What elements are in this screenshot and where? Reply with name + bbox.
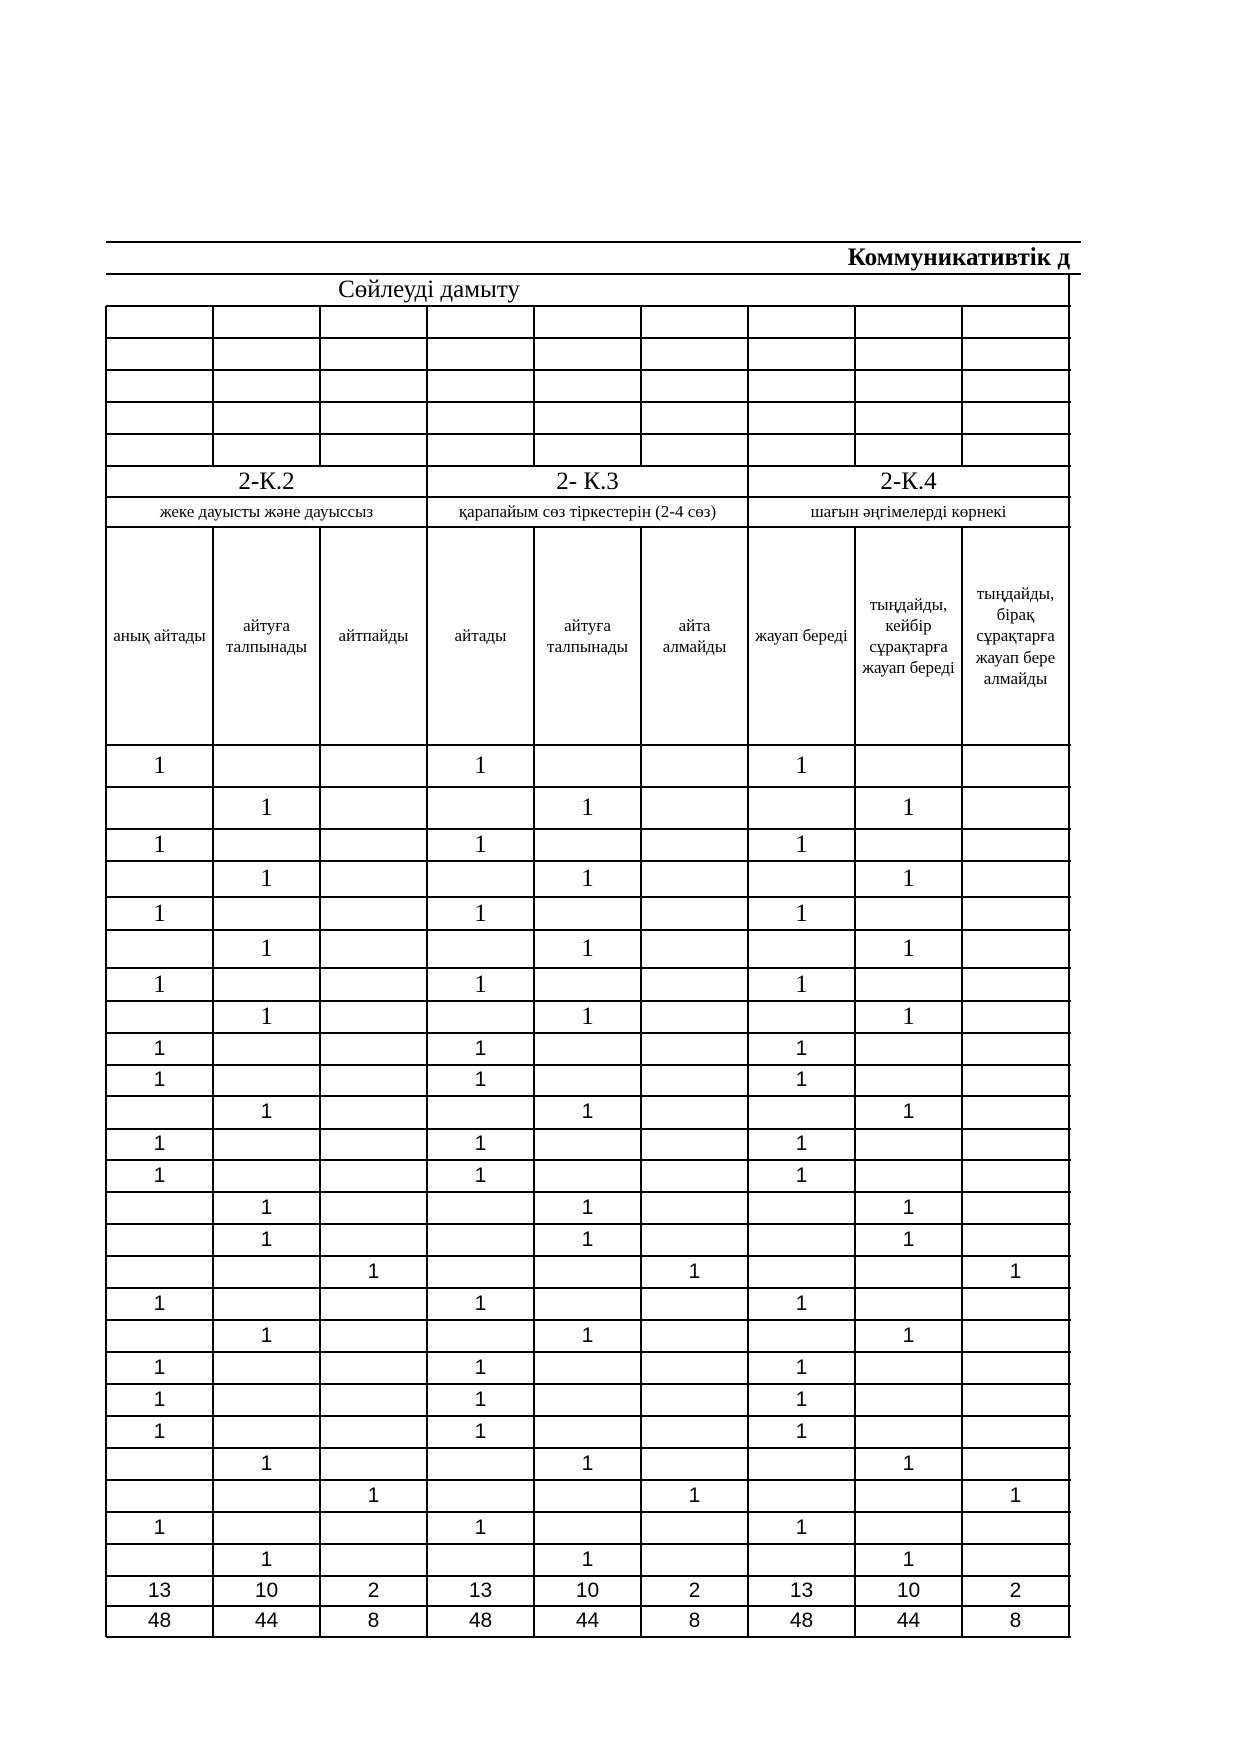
data-cell: [213, 745, 320, 787]
data-cell: [748, 861, 855, 897]
grid-line: [106, 337, 1071, 339]
data-cell: 1: [795, 1387, 808, 1411]
group-code: 2-К.4: [880, 467, 937, 495]
data-cell: 1: [153, 1515, 166, 1539]
data-cell: 1: [581, 1323, 594, 1347]
data-cell: [320, 968, 427, 1001]
data-cell: 1: [581, 1547, 594, 1571]
data-cell: [748, 1544, 855, 1576]
data-cell: [427, 1544, 534, 1576]
data-cell: [748, 1224, 855, 1256]
data-cell: [641, 1448, 748, 1480]
column-header: айтуға талпынады: [225, 615, 308, 656]
data-cell: 1: [902, 1547, 915, 1571]
data-cell: 1: [260, 1547, 273, 1571]
data-cell: [641, 1224, 748, 1256]
data-cell: [641, 861, 748, 897]
data-cell: 1: [474, 1036, 487, 1060]
group-code: 2-К.2: [238, 467, 295, 495]
sheet-title: Коммуникативтік д: [847, 244, 1070, 272]
data-cell: [213, 1033, 320, 1065]
data-cell: [641, 1352, 748, 1384]
data-cell: [534, 1033, 641, 1065]
data-cell: [534, 1384, 641, 1416]
data-cell: [641, 1384, 748, 1416]
data-cell: [213, 1256, 320, 1288]
data-cell: [641, 897, 748, 930]
data-cell: 1: [902, 1003, 915, 1031]
data-cell: [213, 897, 320, 930]
data-cell: [106, 1096, 213, 1129]
data-cell: [962, 930, 1069, 968]
data-cell: 1: [153, 1163, 166, 1187]
percent-cell: 48: [468, 1609, 493, 1633]
data-cell: [320, 1352, 427, 1384]
data-cell: [320, 897, 427, 930]
grid-line: [854, 306, 856, 466]
data-cell: [641, 1033, 748, 1065]
percent-cell: 44: [896, 1609, 921, 1633]
column-header: айтады: [454, 626, 507, 646]
data-cell: [320, 1416, 427, 1448]
data-cell: [962, 1448, 1069, 1480]
total-cell: 13: [147, 1578, 172, 1602]
data-cell: 1: [902, 1195, 915, 1219]
data-cell: 1: [795, 970, 808, 998]
data-cell: [320, 1096, 427, 1129]
data-cell: 1: [795, 1355, 808, 1379]
data-cell: [748, 1320, 855, 1352]
data-cell: [641, 1192, 748, 1224]
data-cell: [962, 1096, 1069, 1129]
title-bottom-line: [106, 273, 1081, 275]
data-cell: 1: [474, 970, 487, 998]
data-cell: 1: [688, 1259, 701, 1283]
data-cell: [213, 1480, 320, 1512]
data-cell: 1: [688, 1483, 701, 1507]
data-cell: 1: [153, 1419, 166, 1443]
data-cell: [106, 1256, 213, 1288]
grid-line: [106, 433, 1071, 435]
percent-cell: 44: [575, 1609, 600, 1633]
column-header: анық айтады: [113, 626, 206, 646]
data-cell: [427, 1192, 534, 1224]
data-cell: 1: [581, 935, 594, 963]
data-cell: [962, 1160, 1069, 1192]
data-cell: 1: [902, 1100, 915, 1124]
grid-line: [319, 306, 321, 466]
data-cell: 1: [474, 1515, 487, 1539]
data-cell: 1: [795, 1068, 808, 1092]
data-cell: [320, 1160, 427, 1192]
percent-cell: 8: [1009, 1609, 1022, 1633]
data-cell: [320, 1544, 427, 1576]
data-cell: [641, 1544, 748, 1576]
data-cell: [213, 1512, 320, 1544]
data-cell: [962, 897, 1069, 930]
data-cell: 1: [153, 1036, 166, 1060]
data-cell: 1: [153, 1291, 166, 1315]
grid-line: [106, 401, 1071, 403]
data-cell: 1: [153, 831, 166, 859]
data-cell: [641, 1320, 748, 1352]
data-cell: 1: [902, 794, 915, 822]
data-cell: 1: [153, 1387, 166, 1411]
data-cell: [855, 1160, 962, 1192]
data-cell: 1: [795, 1163, 808, 1187]
data-cell: 1: [260, 865, 273, 893]
column-header: айтуға талпынады: [546, 615, 629, 656]
data-cell: [962, 861, 1069, 897]
total-cell: 2: [367, 1578, 380, 1602]
data-cell: [962, 1224, 1069, 1256]
data-cell: [320, 1129, 427, 1160]
data-cell: [641, 787, 748, 829]
data-cell: [213, 1416, 320, 1448]
data-cell: [855, 1065, 962, 1096]
data-cell: [962, 1129, 1069, 1160]
data-cell: 1: [902, 1323, 915, 1347]
data-cell: [855, 1384, 962, 1416]
data-cell: [427, 787, 534, 829]
total-cell: 10: [896, 1578, 921, 1602]
data-cell: [427, 861, 534, 897]
data-cell: 1: [474, 1163, 487, 1187]
data-cell: [320, 787, 427, 829]
grid-line: [212, 306, 214, 466]
grid-line: [106, 305, 1071, 307]
data-cell: [427, 1448, 534, 1480]
data-cell: 1: [795, 752, 808, 780]
data-cell: [534, 829, 641, 861]
data-cell: [748, 1480, 855, 1512]
group-description: қарапайым сөз тіркестерін (2-4 сөз): [458, 502, 717, 522]
data-cell: 1: [581, 1451, 594, 1475]
data-cell: [213, 968, 320, 1001]
data-cell: [641, 1129, 748, 1160]
data-cell: 1: [795, 1036, 808, 1060]
percent-cell: 48: [147, 1609, 172, 1633]
data-cell: [320, 829, 427, 861]
data-cell: 1: [902, 1227, 915, 1251]
data-cell: 1: [581, 1195, 594, 1219]
total-cell: 10: [575, 1578, 600, 1602]
data-cell: [320, 1448, 427, 1480]
data-cell: [962, 1544, 1069, 1576]
data-cell: [641, 930, 748, 968]
data-cell: [641, 1096, 748, 1129]
data-cell: [962, 787, 1069, 829]
total-cell: 2: [1009, 1578, 1022, 1602]
column-header: айтпайды: [338, 626, 409, 646]
data-cell: [106, 1320, 213, 1352]
data-cell: [855, 1288, 962, 1320]
data-cell: [106, 1448, 213, 1480]
data-cell: [106, 1480, 213, 1512]
data-cell: [962, 1416, 1069, 1448]
data-cell: 1: [474, 1355, 487, 1379]
data-cell: [534, 1129, 641, 1160]
data-cell: 1: [474, 1387, 487, 1411]
data-cell: [748, 1192, 855, 1224]
data-cell: [855, 1512, 962, 1544]
data-cell: [962, 1320, 1069, 1352]
data-cell: 1: [581, 1100, 594, 1124]
total-cell: 13: [468, 1578, 493, 1602]
data-cell: [641, 1512, 748, 1544]
data-cell: [855, 829, 962, 861]
data-cell: [534, 1256, 641, 1288]
data-cell: 1: [474, 1068, 487, 1092]
column-header: жауап береді: [755, 626, 848, 646]
data-cell: [106, 1224, 213, 1256]
data-cell: [320, 1384, 427, 1416]
data-cell: 1: [1009, 1259, 1022, 1283]
data-cell: [213, 1352, 320, 1384]
data-cell: [106, 861, 213, 897]
data-cell: [962, 1352, 1069, 1384]
data-cell: [534, 745, 641, 787]
data-cell: 1: [260, 1100, 273, 1124]
data-cell: [748, 1096, 855, 1129]
data-cell: [320, 861, 427, 897]
column-header: тыңдайды, кейбір сұрақтарға жауап береді: [862, 594, 955, 678]
group-code: 2- К.3: [556, 467, 619, 495]
data-cell: 1: [581, 865, 594, 893]
data-cell: 1: [1009, 1483, 1022, 1507]
data-cell: [748, 787, 855, 829]
group-description: жеке дауысты және дауыссыз: [159, 502, 374, 522]
data-cell: 1: [153, 899, 166, 927]
data-cell: [320, 1065, 427, 1096]
data-cell: [534, 1160, 641, 1192]
data-cell: [962, 1033, 1069, 1065]
data-cell: [641, 829, 748, 861]
data-cell: 1: [260, 1195, 273, 1219]
data-cell: [534, 1065, 641, 1096]
data-cell: 1: [902, 865, 915, 893]
column-header: тыңдайды, бірақ сұрақтарға жауап бере алмайды: [975, 583, 1056, 688]
data-cell: [320, 1224, 427, 1256]
data-cell: 1: [581, 794, 594, 822]
data-cell: [641, 968, 748, 1001]
data-cell: [213, 1160, 320, 1192]
data-cell: [641, 1288, 748, 1320]
data-cell: [641, 1160, 748, 1192]
data-cell: [427, 1224, 534, 1256]
grid-line: [106, 369, 1071, 371]
data-cell: 1: [260, 794, 273, 822]
data-cell: [320, 1320, 427, 1352]
data-cell: [962, 829, 1069, 861]
grid-line: [640, 306, 642, 466]
data-cell: [427, 1480, 534, 1512]
data-cell: 1: [795, 831, 808, 859]
grid-line: [961, 306, 963, 466]
column-header: айта алмайды: [662, 615, 727, 656]
data-cell: 1: [795, 1132, 808, 1156]
data-cell: 1: [260, 1451, 273, 1475]
data-cell: [962, 968, 1069, 1001]
data-cell: [748, 1001, 855, 1033]
data-cell: 1: [367, 1259, 380, 1283]
percent-cell: 44: [254, 1609, 279, 1633]
data-cell: [534, 1416, 641, 1448]
data-cell: [106, 1001, 213, 1033]
data-cell: [534, 897, 641, 930]
data-cell: [962, 1512, 1069, 1544]
data-cell: [855, 1480, 962, 1512]
data-cell: [962, 1384, 1069, 1416]
title-top-line: [106, 241, 1081, 243]
data-cell: [962, 745, 1069, 787]
data-cell: 1: [474, 899, 487, 927]
data-cell: [427, 1256, 534, 1288]
data-cell: [855, 1416, 962, 1448]
data-cell: [641, 1416, 748, 1448]
data-cell: 1: [795, 1291, 808, 1315]
data-cell: [213, 1288, 320, 1320]
total-cell: 10: [254, 1578, 279, 1602]
data-cell: [427, 1320, 534, 1352]
data-cell: 1: [153, 1132, 166, 1156]
data-cell: 1: [581, 1227, 594, 1251]
data-cell: 1: [795, 1515, 808, 1539]
data-cell: [427, 930, 534, 968]
data-cell: [320, 1192, 427, 1224]
data-cell: [534, 1480, 641, 1512]
data-cell: [213, 1384, 320, 1416]
data-cell: 1: [474, 831, 487, 859]
data-cell: [748, 1448, 855, 1480]
data-cell: [320, 745, 427, 787]
data-cell: [748, 1256, 855, 1288]
data-cell: [962, 1065, 1069, 1096]
data-cell: [534, 968, 641, 1001]
data-cell: [855, 1129, 962, 1160]
data-cell: [855, 1256, 962, 1288]
percent-cell: 8: [688, 1609, 701, 1633]
data-cell: [320, 1001, 427, 1033]
data-cell: [855, 1352, 962, 1384]
data-cell: [641, 1065, 748, 1096]
data-cell: 1: [902, 935, 915, 963]
data-cell: [534, 1352, 641, 1384]
data-cell: 1: [367, 1483, 380, 1507]
data-cell: [641, 745, 748, 787]
data-cell: 1: [260, 935, 273, 963]
data-cell: [427, 1001, 534, 1033]
data-cell: 1: [474, 1291, 487, 1315]
data-cell: 1: [260, 1323, 273, 1347]
data-cell: [320, 1512, 427, 1544]
data-cell: [106, 1544, 213, 1576]
data-cell: 1: [902, 1451, 915, 1475]
data-cell: [106, 1192, 213, 1224]
data-cell: [855, 745, 962, 787]
data-cell: [962, 1001, 1069, 1033]
percent-cell: 8: [367, 1609, 380, 1633]
data-cell: [320, 930, 427, 968]
data-cell: [855, 968, 962, 1001]
group-description: шағын әңгімелерді көрнекі: [810, 502, 1007, 522]
data-cell: [962, 1288, 1069, 1320]
percent-cell: 48: [789, 1609, 814, 1633]
section-subtitle: Сөйлеуді дамыту: [338, 276, 520, 304]
data-cell: 1: [474, 1132, 487, 1156]
data-cell: 1: [153, 752, 166, 780]
data-cell: 1: [153, 1355, 166, 1379]
data-cell: [320, 1288, 427, 1320]
data-cell: [213, 1129, 320, 1160]
total-cell: 13: [789, 1578, 814, 1602]
data-cell: 1: [260, 1003, 273, 1031]
grid-line: [533, 306, 535, 466]
data-cell: [748, 930, 855, 968]
data-cell: 1: [260, 1227, 273, 1251]
data-cell: [320, 1033, 427, 1065]
data-cell: [534, 1512, 641, 1544]
data-cell: [962, 1192, 1069, 1224]
data-cell: [855, 1033, 962, 1065]
data-cell: 1: [795, 899, 808, 927]
data-cell: [534, 1288, 641, 1320]
data-cell: 1: [153, 970, 166, 998]
data-cell: [106, 787, 213, 829]
data-cell: 1: [474, 1419, 487, 1443]
data-cell: [106, 930, 213, 968]
data-cell: [641, 1001, 748, 1033]
data-cell: 1: [474, 752, 487, 780]
data-cell: 1: [153, 1068, 166, 1092]
data-cell: [213, 829, 320, 861]
data-cell: 1: [581, 1003, 594, 1031]
data-cell: 1: [795, 1419, 808, 1443]
data-cell: [855, 897, 962, 930]
data-cell: [213, 1065, 320, 1096]
total-cell: 2: [688, 1578, 701, 1602]
data-cell: [427, 1096, 534, 1129]
